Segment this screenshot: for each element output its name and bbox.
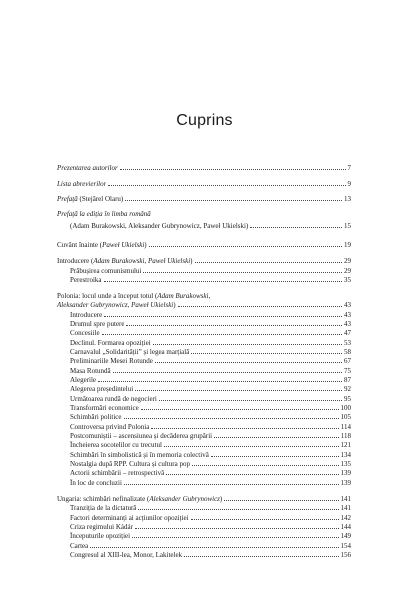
- toc-leader-dots: [113, 367, 342, 373]
- toc-page-number: 87: [344, 376, 351, 384]
- toc-leader-dots: [214, 432, 339, 438]
- toc-entry-title-part: Alegerile: [70, 376, 97, 384]
- toc-leader-dots: [102, 329, 342, 335]
- toc-entry: [70, 319, 351, 328]
- toc-entry-title-part: Încheierea socotelilor cu trecutul: [70, 441, 162, 449]
- toc-entry-title: [70, 441, 162, 449]
- toc-entry: [70, 541, 351, 550]
- toc-entry-title: [70, 267, 141, 275]
- toc-leader-dots: [104, 311, 342, 317]
- toc-leader-dots: [124, 479, 339, 485]
- toc-entry: [57, 240, 351, 249]
- toc-entry-title-part: Ungaria: schimbări nefinalizate (: [57, 495, 150, 503]
- toc-leader-dots: [108, 180, 345, 186]
- toc-entry-title: [70, 542, 88, 550]
- toc-entry: [70, 531, 351, 540]
- toc-page-number: 118: [340, 432, 351, 440]
- toc-entry-title: [70, 385, 133, 393]
- toc-entry-title-part: Postcomuniștii – ascensiunea și decăderea grupării: [70, 432, 213, 440]
- toc-entry-title: [57, 241, 147, 249]
- toc-entry-title: [70, 320, 124, 328]
- toc-entry-title-part: Actorii schimbării – retrospectivă: [70, 469, 165, 477]
- toc-entry-title-part: Concesiile: [70, 329, 100, 337]
- toc-page-number: 154: [340, 542, 351, 550]
- toc-entry: [70, 478, 351, 487]
- toc-page-number: 114: [340, 423, 351, 431]
- toc-leader-dots: [224, 495, 338, 501]
- toc-page-number: 9: [347, 180, 351, 188]
- toc-entry-title-part: (Adam Burakowski, Aleksander Gubrynowicz, Paweł Ukielski): [70, 222, 249, 230]
- toc-entry-title-part: Criza regimului Kádár: [70, 523, 133, 531]
- toc-entry-title: [57, 195, 123, 203]
- toc-entry-title: [70, 504, 136, 512]
- toc-entry-title-part: Perestroika: [70, 276, 102, 284]
- toc-page-number: 15: [344, 222, 351, 230]
- toc-entry-title: [70, 514, 189, 522]
- toc-entry: [70, 513, 351, 522]
- toc-entry: [70, 338, 351, 347]
- toc-entry-title-part: Declinul. Formarea opoziției: [70, 339, 151, 347]
- toc-entry-title-part: ): [173, 301, 176, 309]
- toc-page-number: 142: [340, 514, 351, 522]
- toc-page-number: 29: [344, 257, 351, 265]
- toc-entry: [70, 450, 351, 459]
- toc-entry: [70, 356, 351, 365]
- toc-entry: [57, 194, 351, 203]
- toc-entry-title-part: Polonia: locul unde a început totul (: [57, 292, 158, 300]
- toc-entry-title-part: Masa Rotundă: [70, 367, 111, 375]
- toc-entry-title-part: Prefață la ediția în limba română: [57, 210, 151, 218]
- toc-entry: [70, 550, 351, 559]
- toc-page-number: 139: [340, 479, 351, 487]
- toc-entry-title-part: Aleksander Gubrynowicz, Paweł Ukielski: [57, 301, 174, 309]
- toc-entry-title-part: Tranziția de la dictatură: [70, 504, 137, 512]
- toc-entry-title-part: Începuturile opoziției: [70, 532, 131, 540]
- toc-entry: [70, 384, 351, 393]
- toc-page-number: 141: [340, 495, 351, 503]
- toc-entry-title-part: Următoarea rundă de negocieri: [70, 395, 157, 403]
- toc-leader-dots: [143, 267, 342, 273]
- toc-entry-title-part: Prefață: [57, 195, 78, 203]
- toc-entry-title: [70, 311, 102, 319]
- toc-page-number: 95: [344, 395, 351, 403]
- toc-entry-title: [70, 329, 100, 337]
- toc-entry: [70, 422, 351, 431]
- toc-entry-title: [70, 432, 212, 440]
- toc-entry-title: [57, 301, 176, 309]
- toc-entry-title: [70, 451, 209, 459]
- toc-entry: [70, 375, 351, 384]
- toc-entry-title-part: Nostalgia după RPP. Cultura și cultura pop: [70, 460, 190, 468]
- toc-entry-title: [70, 357, 153, 365]
- toc-leader-dots: [211, 451, 339, 457]
- toc-page-number: 58: [344, 348, 351, 356]
- toc-entry: [57, 209, 351, 218]
- toc-leader-dots: [149, 241, 342, 247]
- toc-entry-title-part: Prăbușirea comunismului: [70, 267, 142, 275]
- toc-leader-dots: [141, 404, 339, 410]
- toc-entry-title-part: Cartea: [70, 542, 89, 550]
- toc-entry-title-part: ): [219, 495, 223, 503]
- toc-entry-title: [70, 348, 189, 356]
- toc-entry: [70, 394, 351, 403]
- toc-leader-dots: [250, 222, 342, 228]
- toc-entry: [70, 266, 351, 275]
- toc-entry-title: [57, 292, 210, 300]
- toc-leader-dots: [124, 413, 339, 419]
- toc-entry-title: [57, 210, 151, 218]
- toc-entry: [70, 366, 351, 375]
- toc-entry-title: [70, 469, 164, 477]
- toc-entry-title-part: Adam Burakowski,: [157, 292, 211, 300]
- toc-entry-title: [70, 532, 130, 540]
- toc-leader-dots: [135, 385, 342, 391]
- toc-leader-dots: [98, 376, 342, 382]
- toc-page-number: 13: [344, 195, 351, 203]
- toc-entry-title-part: ): [144, 241, 147, 249]
- toc-leader-dots: [191, 514, 339, 520]
- toc-entry-title: [70, 479, 122, 487]
- toc-leader-dots: [138, 504, 338, 510]
- toc-entry-title: [70, 460, 190, 468]
- toc-entry: [70, 503, 351, 512]
- toc-entry-title: [70, 276, 102, 284]
- toc-entry-title-part: Introducere (: [57, 257, 94, 265]
- toc-page-number: 7: [347, 164, 351, 172]
- toc-entry-title-part: Prezentarea autorilor: [57, 164, 118, 172]
- toc-entry-title-part: Carnavalul „Solidarității” și legea marțială: [70, 348, 190, 356]
- toc-entry: [70, 431, 351, 440]
- toc-page-number: 156: [340, 551, 351, 559]
- toc-entry-title: [57, 164, 118, 172]
- toc-entry: [57, 163, 351, 172]
- toc-entry-title-part: Cuvânt înainte (: [57, 241, 103, 249]
- toc-entry-title: [70, 376, 96, 384]
- toc-entry-title: [70, 413, 122, 421]
- toc-page-number: 139: [340, 469, 351, 477]
- toc-page-number: 43: [344, 320, 351, 328]
- toc-entry-title: [57, 257, 193, 265]
- toc-page-number: 121: [340, 441, 351, 449]
- toc-entry: [57, 179, 351, 188]
- toc-leader-dots: [90, 542, 338, 548]
- toc-page-number: 134: [340, 451, 351, 459]
- toc-leader-dots: [184, 551, 338, 557]
- toc-entry-title-part: Schimbări politice: [70, 413, 122, 421]
- toc-leader-dots: [151, 423, 338, 429]
- toc-leader-dots: [191, 348, 342, 354]
- toc-entry: [57, 291, 351, 300]
- toc-page-number: 149: [340, 532, 351, 540]
- toc-leader-dots: [164, 441, 339, 447]
- toc-entry: [70, 328, 351, 337]
- toc-leader-dots: [120, 164, 346, 170]
- toc-entry-title: [70, 395, 157, 403]
- toc-leader-dots: [159, 395, 342, 401]
- toc-entry: [70, 347, 351, 356]
- toc-entry-title: [70, 222, 248, 230]
- toc-page-number: 100: [340, 404, 351, 412]
- toc-entry-title-part: Alegerea președintelui: [70, 385, 134, 393]
- toc-entry-title-part: (Stejărel Olaru): [77, 195, 124, 203]
- toc-entry: [70, 440, 351, 449]
- toc-page-number: 144: [340, 523, 351, 531]
- toc-entry-title: [70, 339, 151, 347]
- toc-entry-title-part: Introducere: [70, 311, 103, 319]
- toc-entry-title: [57, 180, 106, 188]
- toc-entry-title: [70, 367, 111, 375]
- toc-leader-dots: [192, 460, 339, 466]
- toc-leader-dots: [153, 339, 342, 345]
- toc-leader-dots: [178, 301, 342, 307]
- toc-entry-title-part: Schimbări în simbolistică și în memoria colectivă: [70, 451, 209, 459]
- page-title: Cuprins: [176, 112, 233, 129]
- toc-entry-title-part: Drumul spre putere: [70, 320, 125, 328]
- toc-entry: [70, 522, 351, 531]
- toc-page-number: 92: [344, 385, 351, 393]
- toc-page-number: 135: [340, 460, 351, 468]
- toc-entry-title-part: Adam Burakowski, Paweł Ukielski: [93, 257, 191, 265]
- toc-entry: [70, 403, 351, 412]
- toc-page-number: 67: [344, 357, 351, 365]
- toc-entry: [57, 494, 351, 503]
- toc-entry-title-part: Aleksander Gubrynowicz: [149, 495, 220, 503]
- toc-entry-title-part: Controversa privind Polonia: [70, 423, 150, 431]
- toc-page-number: 43: [344, 301, 351, 309]
- toc-page-number: 19: [344, 241, 351, 249]
- toc-page-number: 141: [340, 504, 351, 512]
- toc-page-number: 53: [344, 339, 351, 347]
- toc-page-number: 43: [344, 311, 351, 319]
- toc-leader-dots: [155, 357, 342, 363]
- toc-entry: [70, 468, 351, 477]
- toc-leader-dots: [104, 276, 343, 282]
- toc-leader-dots: [195, 257, 342, 263]
- toc-entry-title: [70, 551, 182, 559]
- toc-entry: [57, 300, 351, 309]
- toc-leader-dots: [135, 523, 339, 529]
- toc-page-number: 29: [344, 267, 351, 275]
- toc-leader-dots: [125, 195, 342, 201]
- toc-page-number: 35: [344, 276, 351, 284]
- toc-entry-title-part: ): [190, 257, 193, 265]
- toc-entry-title-part: Lista abrevierilor: [57, 180, 107, 188]
- toc-leader-dots: [132, 532, 338, 538]
- toc-entry: [70, 412, 351, 421]
- toc-entry: [70, 310, 351, 319]
- toc-leader-dots: [126, 320, 342, 326]
- toc-entry: [57, 256, 351, 265]
- toc-entry-title: [57, 495, 222, 503]
- toc-entry-title: [70, 523, 133, 531]
- toc-entry-title: [70, 404, 139, 412]
- toc-entry: [70, 459, 351, 468]
- toc-page-number: 105: [340, 413, 351, 421]
- toc-entry: [70, 275, 351, 284]
- toc-page-number: 75: [344, 367, 351, 375]
- toc-entry-title-part: Factori determinanți ai acțiunilor opoziției: [70, 514, 189, 522]
- toc-entry: [70, 221, 351, 230]
- toc-leader-dots: [166, 469, 338, 475]
- toc-page-number: 47: [344, 329, 351, 337]
- toc-entry-title-part: Transformări economice: [70, 404, 139, 412]
- toc-entry-title-part: Congresul al XIII-lea, Monor, Lakitelek: [70, 551, 183, 559]
- toc-entry-title: [70, 423, 149, 431]
- toc-entry-title-part: Preliminariile Mesei Rotunde: [70, 357, 153, 365]
- toc-entry-title-part: Paweł Ukielski: [102, 241, 145, 249]
- toc-entry-title-part: În loc de concluzii: [70, 479, 122, 487]
